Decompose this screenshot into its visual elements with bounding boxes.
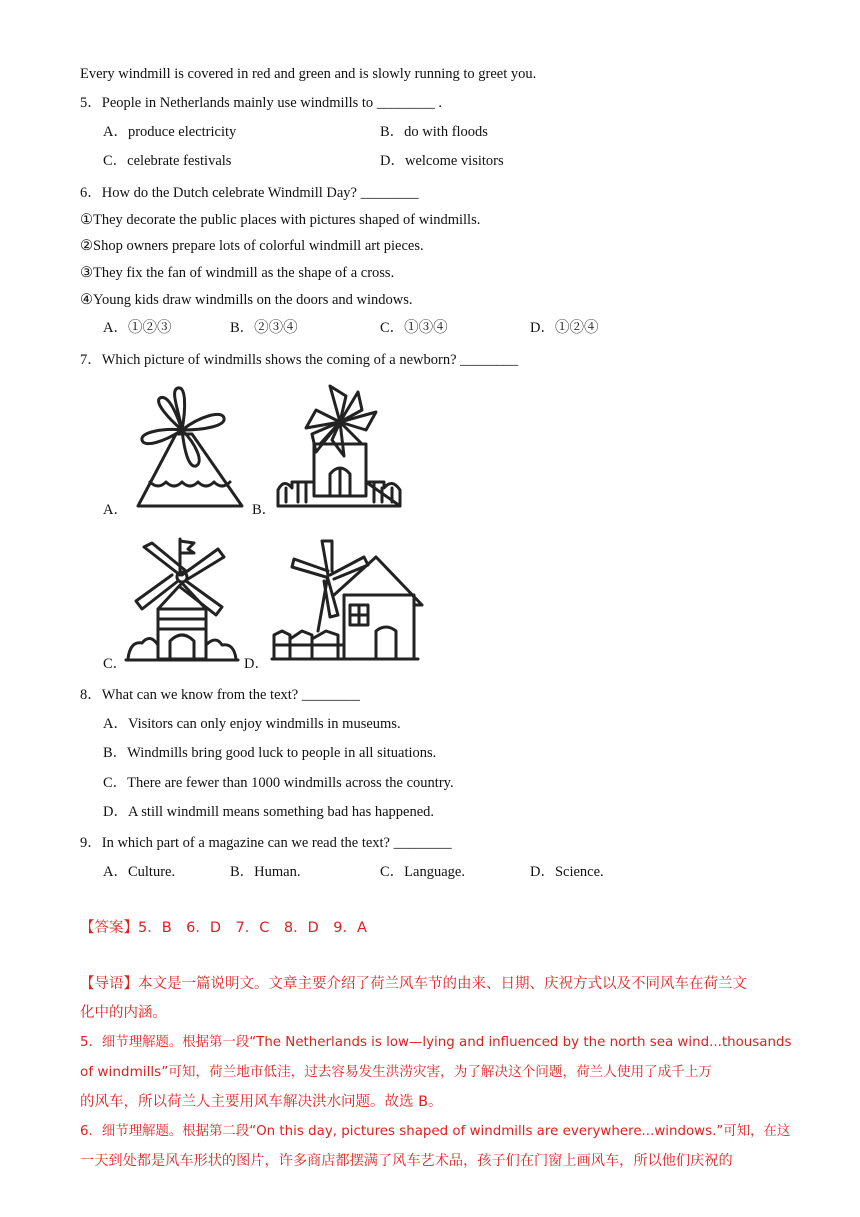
q6-option-d[interactable]: D．①②④ bbox=[530, 320, 599, 336]
explanation-6-line-2: 一天到处都是风车形状的图片，许多商店都摆满了风车艺术品，孩子们在门窗上画风车，所以他们庆祝的 bbox=[80, 1153, 733, 1169]
guide-line-1: 【导语】本文是一篇说明文。文章主要介绍了荷兰风车节的由来、日期、庆祝方式以及不同风车在荷兰文 bbox=[80, 976, 747, 992]
q6-option-b[interactable]: B．②③④ bbox=[230, 320, 298, 336]
question-7-stem: 7．Which picture of windmills shows the coming of a newborn? ________ bbox=[80, 352, 519, 368]
q7-label-c: C． bbox=[103, 656, 128, 672]
q6-option-c[interactable]: C．①③④ bbox=[380, 320, 448, 336]
q6-statement-2: ②Shop owners prepare lots of colorful windmill art pieces. bbox=[80, 238, 424, 254]
question-6-stem: 6．How do the Dutch celebrate Windmill Day? ________ bbox=[80, 185, 419, 201]
q8-option-c[interactable]: C．There are fewer than 1000 windmills across the country. bbox=[103, 775, 454, 791]
guide-line-2: 化中的内涵。 bbox=[80, 1005, 167, 1021]
answer-key: 【答案】5．B 6．D 7．C 8．D 9．A bbox=[80, 920, 367, 936]
q7-label-a: A． bbox=[103, 502, 128, 518]
q8-option-a[interactable]: A．Visitors can only enjoy windmills in museums. bbox=[103, 716, 401, 732]
q8-option-d[interactable]: D．A still windmill means something bad has happened. bbox=[103, 804, 435, 820]
intro-line: Every windmill is covered in red and green and is slowly running to greet you. bbox=[80, 66, 537, 82]
question-9-stem: 9．In which part of a magazine can we read the text? ________ bbox=[80, 835, 452, 851]
q6-statement-4: ④Young kids draw windmills on the doors and windows. bbox=[80, 292, 413, 308]
explanation-5-line-1: 5．细节理解题。根据第一段“The Netherlands is low—lying and influenced by the north sea wind...thousands bbox=[80, 1035, 792, 1050]
explanation-5-line-2: of windmills”可知，荷兰地市低洼，过去容易发生洪涝灾害，为了解决这个问题，荷兰人使用了成千上万 bbox=[80, 1064, 713, 1080]
windmill-house-fence-icon[interactable] bbox=[272, 378, 407, 513]
windmill-cottage-icon[interactable] bbox=[268, 535, 430, 665]
q7-label-b: B． bbox=[252, 502, 277, 518]
q6-statement-1: ①They decorate the public places with pictures shaped of windmills. bbox=[80, 212, 481, 228]
q9-option-a[interactable]: A．Culture. bbox=[103, 864, 176, 880]
q8-option-b[interactable]: B．Windmills bring good luck to people in all situations. bbox=[103, 745, 437, 761]
windmill-flag-icon[interactable] bbox=[122, 535, 242, 665]
windmill-mountain-icon[interactable] bbox=[120, 378, 248, 513]
q7-label-d: D． bbox=[244, 656, 269, 672]
q5-option-a[interactable]: A．produce electricity bbox=[103, 124, 237, 140]
q9-option-b[interactable]: B．Human. bbox=[230, 864, 301, 880]
q9-option-c[interactable]: C．Language. bbox=[380, 864, 465, 880]
q9-option-d[interactable]: D．Science. bbox=[530, 864, 604, 880]
q6-option-a[interactable]: A．①②③ bbox=[103, 320, 172, 336]
q5-option-d[interactable]: D．welcome visitors bbox=[380, 153, 504, 169]
explanation-5-line-3: 的风车，所以荷兰人主要用风车解决洪水问题。故选 B。 bbox=[80, 1094, 443, 1110]
explanation-6-line-1: 6．细节理解题。根据第二段“On this day, pictures shaped of windmills are everywhere...windows.”可知，在这 bbox=[80, 1124, 791, 1139]
q5-option-c[interactable]: C．celebrate festivals bbox=[103, 153, 232, 169]
q5-option-b[interactable]: B．do with floods bbox=[380, 124, 488, 140]
question-5-stem: 5．People in Netherlands mainly use windmills to ________ . bbox=[80, 95, 443, 111]
q6-statement-3: ③They fix the fan of windmill as the shape of a cross. bbox=[80, 265, 395, 281]
question-8-stem: 8．What can we know from the text? ________ bbox=[80, 687, 360, 703]
